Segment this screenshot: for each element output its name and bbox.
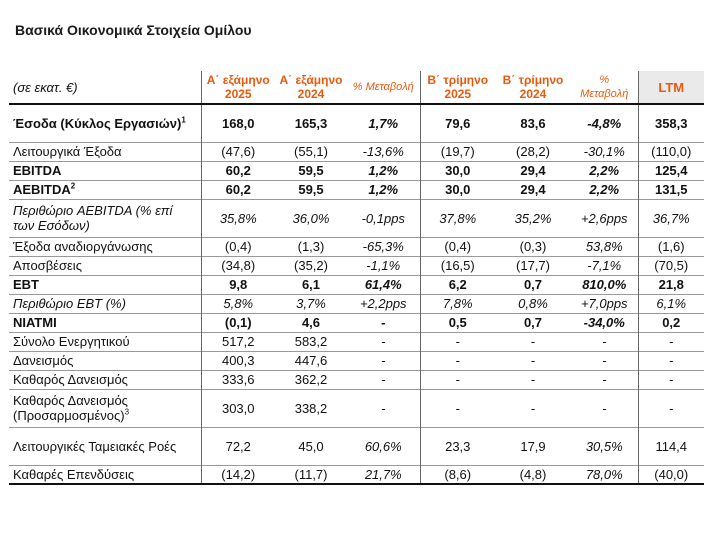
- table-cell: 36,7%: [638, 199, 704, 237]
- table-cell: 114,4: [638, 427, 704, 465]
- col-header-ltm: LTM: [638, 71, 704, 104]
- table-row: [9, 294, 704, 313]
- row-label: Αποσβέσεις: [9, 256, 201, 275]
- table-cell: 53,8%: [571, 237, 638, 256]
- table-cell: 79,6: [420, 104, 495, 142]
- table-cell: (1,6): [638, 237, 704, 256]
- table-cell: (0,4): [201, 237, 275, 256]
- table-cell: (34,8): [201, 256, 275, 275]
- col-header-h1-2024: Α΄ εξάμηνο 2024: [279, 73, 343, 101]
- table-cell: -: [571, 370, 638, 389]
- table-cell: -: [420, 370, 495, 389]
- table-cell: 1,2%: [347, 161, 420, 180]
- table-cell: (110,0): [638, 142, 704, 161]
- table-cell: +7,0pps: [571, 294, 638, 313]
- table-cell: 59,5: [275, 180, 347, 199]
- table-cell: -: [347, 389, 420, 427]
- table-cell: 78,0%: [571, 465, 638, 484]
- table-cell: -65,3%: [347, 237, 420, 256]
- row-label: Περιθώριο AEBITDA (% επί των Εσόδων): [9, 199, 201, 237]
- table-cell: 72,2: [201, 427, 275, 465]
- table-cell: -: [571, 351, 638, 370]
- col-header-q2-2025: Β΄ τρίμηνο 2025: [420, 71, 495, 104]
- page-title: Βασικά Οικονομικά Στοιχεία Ομίλου: [15, 22, 252, 38]
- table-cell: 36,0%: [275, 199, 347, 237]
- table-cell: (0,4): [420, 237, 495, 256]
- table-cell: (16,5): [420, 256, 495, 275]
- table-cell: 517,2: [201, 332, 275, 351]
- table-row: [9, 199, 704, 237]
- row-label: EBT: [9, 275, 201, 294]
- row-label: EBITDA: [9, 161, 201, 180]
- table-cell: 810,0%: [571, 275, 638, 294]
- table-cell: 60,6%: [347, 427, 420, 465]
- table-cell: (55,1): [275, 142, 347, 161]
- table-cell: (17,7): [495, 256, 571, 275]
- table-cell: -: [495, 332, 571, 351]
- table-cell: 3,7%: [275, 294, 347, 313]
- table-cell: 1,7%: [347, 104, 420, 142]
- table-cell: 6,1: [275, 275, 347, 294]
- table-cell: -: [495, 389, 571, 427]
- table-cell: 9,8: [201, 275, 275, 294]
- table-cell: -0,1pps: [347, 199, 420, 237]
- table-row: [9, 161, 704, 180]
- table-cell: 30,0: [420, 180, 495, 199]
- table-row: [9, 104, 704, 142]
- table-cell: 29,4: [495, 180, 571, 199]
- table-cell: (11,7): [275, 465, 347, 484]
- unit-label: (σε εκατ. €): [13, 79, 78, 95]
- table-cell: 2,2%: [571, 161, 638, 180]
- table-cell: -: [347, 370, 420, 389]
- table-cell: (0,3): [495, 237, 571, 256]
- table-cell: 400,3: [201, 351, 275, 370]
- table-cell: 168,0: [201, 104, 275, 142]
- table-cell: 83,6: [495, 104, 571, 142]
- table-cell: -: [347, 351, 420, 370]
- table-cell: 37,8%: [420, 199, 495, 237]
- table-cell: (14,2): [201, 465, 275, 484]
- col-header-h1-2025: Α΄ εξάμηνο 2025: [201, 71, 275, 104]
- table-cell: (8,6): [420, 465, 495, 484]
- table-cell: (35,2): [275, 256, 347, 275]
- table-cell: 125,4: [638, 161, 704, 180]
- row-label: Λειτουργικά Έξοδα: [9, 142, 201, 161]
- table-cell: -1,1%: [347, 256, 420, 275]
- footnote-marker: 1: [181, 115, 186, 125]
- table-cell: 17,9: [495, 427, 571, 465]
- table-row: [9, 389, 704, 427]
- table-cell: 61,4%: [347, 275, 420, 294]
- table-row: [9, 370, 704, 389]
- table-row: [9, 313, 704, 332]
- table-cell: 0,5: [420, 313, 495, 332]
- table-cell: 4,6: [275, 313, 347, 332]
- table-cell: 21,7%: [347, 465, 420, 484]
- table-cell: -: [420, 351, 495, 370]
- table-cell: +2,2pps: [347, 294, 420, 313]
- table-cell: 5,8%: [201, 294, 275, 313]
- table-cell: 583,2: [275, 332, 347, 351]
- table-cell: 60,2: [201, 161, 275, 180]
- table-cell: -4,8%: [571, 104, 638, 142]
- table-cell: 7,8%: [420, 294, 495, 313]
- row-label: Λειτουργικές Ταμειακές Ροές: [9, 427, 201, 465]
- table-cell: (70,5): [638, 256, 704, 275]
- table-header-row: [9, 71, 704, 104]
- table-cell: (47,6): [201, 142, 275, 161]
- table-cell: -: [420, 332, 495, 351]
- table-cell: (28,2): [495, 142, 571, 161]
- table-cell: 23,3: [420, 427, 495, 465]
- table-cell: 6,1%: [638, 294, 704, 313]
- table-cell: 29,4: [495, 161, 571, 180]
- table-cell: -: [638, 351, 704, 370]
- table-cell: -: [347, 313, 420, 332]
- table-cell: -: [571, 389, 638, 427]
- table-cell: 303,0: [201, 389, 275, 427]
- row-label: AEBITDA$^2$: [9, 180, 201, 199]
- row-label: Καθαρός Δανεισμός: [9, 370, 201, 389]
- table-cell: +2,6pps: [571, 199, 638, 237]
- table-cell: 35,2%: [495, 199, 571, 237]
- footnote-marker: 3: [124, 407, 130, 417]
- row-label: Έσοδα (Κύκλος Εργασιών)$^1$: [9, 104, 201, 142]
- table-cell: 0,2: [638, 313, 704, 332]
- table-cell: 0,7: [495, 313, 571, 332]
- table-cell: -13,6%: [347, 142, 420, 161]
- table-cell: 30,5%: [571, 427, 638, 465]
- table-cell: 21,8: [638, 275, 704, 294]
- table-cell: -: [495, 351, 571, 370]
- table-cell: 333,6: [201, 370, 275, 389]
- table-cell: 358,3: [638, 104, 704, 142]
- table-cell: (1,3): [275, 237, 347, 256]
- table-cell: 0,8%: [495, 294, 571, 313]
- row-label: ΝΙΑΤΜΙ: [9, 313, 201, 332]
- col-header-h1-change: % Μεταβολή: [352, 81, 414, 93]
- table-cell: 362,2: [275, 370, 347, 389]
- table-cell: 1,2%: [347, 180, 420, 199]
- table-cell: 6,2: [420, 275, 495, 294]
- table-cell: (40,0): [638, 465, 704, 484]
- table-cell: -: [420, 389, 495, 427]
- table-cell: (19,7): [420, 142, 495, 161]
- table-cell: 59,5: [275, 161, 347, 180]
- table-cell: 2,2%: [571, 180, 638, 199]
- table-cell: -: [347, 332, 420, 351]
- row-label: Δανεισμός: [9, 351, 201, 370]
- table-row: [9, 275, 704, 294]
- table-row: [9, 180, 704, 199]
- table-cell: (4,8): [495, 465, 571, 484]
- table-cell: -: [638, 389, 704, 427]
- table-cell: -: [571, 332, 638, 351]
- table-cell: 447,6: [275, 351, 347, 370]
- table-row: [9, 465, 704, 484]
- table-row: [9, 332, 704, 351]
- table-cell: 60,2: [201, 180, 275, 199]
- table-row: [9, 427, 704, 465]
- table-cell: 0,7: [495, 275, 571, 294]
- row-label: Καθαρός Δανεισμός $(\Pi\rho o\sigma\alpha\rho\mu o\sigma\mu έ\nu o\varsigma)^3$: [9, 389, 201, 427]
- row-label: Καθαρές Επενδύσεις: [9, 465, 201, 484]
- table-row: [9, 142, 704, 161]
- table-cell: -: [495, 370, 571, 389]
- row-label: Έξοδα αναδιοργάνωσης: [9, 237, 201, 256]
- table-row: [9, 351, 704, 370]
- table-cell: 338,2: [275, 389, 347, 427]
- table-cell: -30,1%: [571, 142, 638, 161]
- table-cell: 131,5: [638, 180, 704, 199]
- table-cell: -: [638, 332, 704, 351]
- table-cell: 45,0: [275, 427, 347, 465]
- table-row: [9, 237, 704, 256]
- table-row: [9, 256, 704, 275]
- table-cell: -7,1%: [571, 256, 638, 275]
- table-cell: 35,8%: [201, 199, 275, 237]
- row-label: Σύνολο Ενεργητικού: [9, 332, 201, 351]
- table-cell: 30,0: [420, 161, 495, 180]
- table-cell: (0,1): [201, 313, 275, 332]
- col-header-q2-2024: Β΄ τρίμηνο 2024: [502, 73, 564, 101]
- footnote-marker: 2: [70, 181, 76, 191]
- col-header-q2-change: % Μεταβολή: [580, 74, 629, 100]
- table-cell: 165,3: [275, 104, 347, 142]
- row-label: Περιθώριο EBT (%): [9, 294, 201, 313]
- table-cell: -: [638, 370, 704, 389]
- financial-table: [9, 71, 704, 485]
- table-cell: -34,0%: [571, 313, 638, 332]
